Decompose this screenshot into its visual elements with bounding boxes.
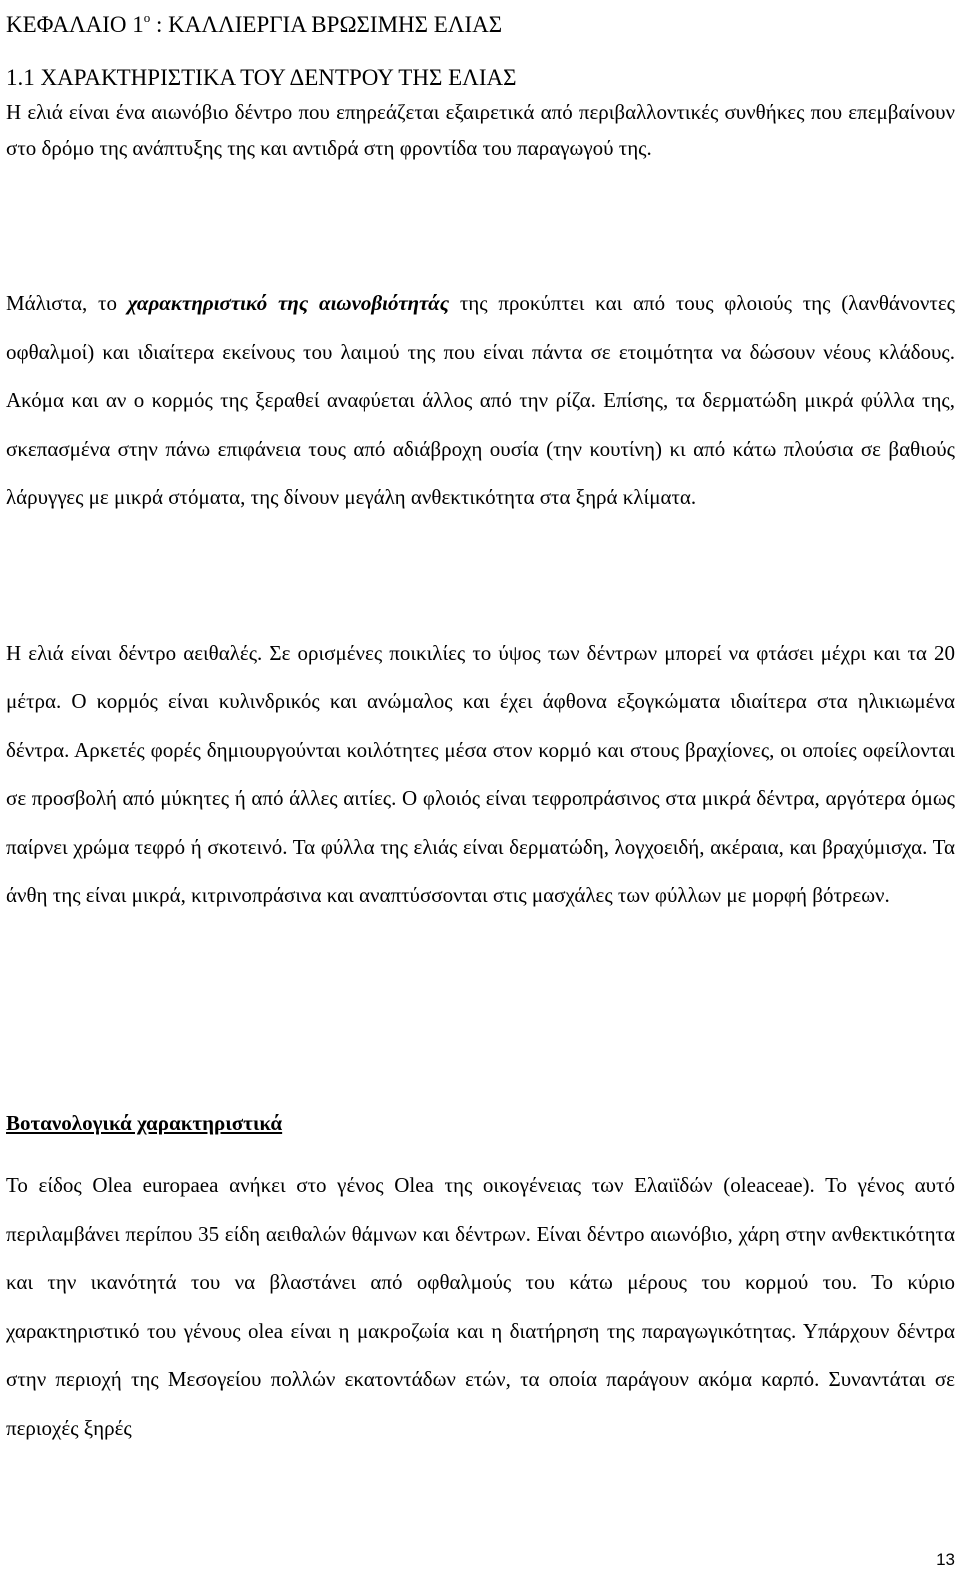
chapter-title-prefix: ΚΕΦΑΛΑΙΟ 1	[6, 12, 144, 37]
chapter-title-rest: : ΚΑΛΛΙΕΡΓΙΑ ΒΡΩΣΙΜΗΣ ΕΛΙΑΣ	[150, 12, 503, 37]
paragraph-description: Η ελιά είναι δέντρο αειθαλές. Σε ορισμένες ποικιλίες το ύψος των δέντρων μπορεί να φτάσει μέχρι και τα 20 μέτρα. Ο κορμός είναι κυλινδρικός και ανώμαλος και έχει άφθονα εξογκώματα ιδιαίτερα στα ηλικιωμένα δέντρα. Αρκετές φορές δημιουργούνται κοιλότητες μέσα στον κορμό και στους βραχίονες, οι οποίες οφείλονται σε προσβολή από μύκητες ή από άλλες αιτίες. Ο φλοιός είναι τεφροπράσινος στα μικρά δέντρα, αργότερα όμως παίρνει χρώμα τεφρό ή σκοτεινό. Τα φύλλα της ελιάς είναι δερματώδη, λογχοειδή, ακέραια, και βραχύμισχα. Τα άνθη της είναι μικρά, κιτρινοπράσινα και αναπτύσσονται στις μασχάλες των φύλλων με μορφή βότρεων.	[6, 641, 955, 908]
paragraph-botanical: Το είδος Olea europaea ανήκει στο γένος Olea της οικογένειας των Ελαιϊδών (oleaceae). Το γένος αυτό περιλαμβάνει περίπου 35 είδη αειθαλών θάμνων και δέντρων. Είναι δέντρο αιωνόβιο, χάρη στην ανθεκτικότητα και την ικανότητά του να βλαστάνει από οφθαλμούς του κάτω μέρους του κορμού του. Το κύριο χαρακτηριστικό του γένους olea είναι η μακροζωία και η διατήρηση της παραγωγικότητας. Υπάρχουν δέντρα στην περιοχή της Μεσογείου πολλών εκατοντάδων ετών, τα οποία παράγουν ακόμα καρπό. Συναντάται σε περιοχές ξηρές	[6, 1173, 955, 1440]
chapter-title	[6, 2, 502, 41]
section-title: 1.1 ΧΑΡΑΚΤΗΡΙΣΤΙΚΑ ΤΟΥ ΔΕΝΤΡΟΥ ΤΗΣ ΕΛΙΑΣ	[6, 65, 517, 90]
page-number: 13	[936, 1550, 955, 1569]
botanical-subheading: Βοτανολογικά χαρακτηριστικά	[6, 1111, 283, 1135]
paragraph-longevity-emphasis: χαρακτηριστικό της αιωνοβιότητάς	[127, 291, 450, 315]
chapter-title-superscript: ο	[143, 10, 151, 25]
paragraph-longevity-start: Μάλιστα, το	[6, 291, 128, 315]
paragraph-longevity-rest: της προκύπτει και από τους φλοιούς της (λανθάνοντες οφθαλμοί) και ιδιαίτερα εκείνους του λαιμού της που είναι πάντα σε ετοιμότητα να δώσουν νέους κλάδους. Ακόμα και αν ο κορμός της ξεραθεί αναφύεται άλλος από την ρίζα. Επίσης, τα δερματώδη μικρά φύλλα της, σκεπασμένα στην πάνω επιφάνεια τους από αδιάβροχη ουσία (την κουτίνη) κι από κάτω πλούσια σε βαθιούς λάρυγγες με μικρά στόματα, της δίνουν μεγάλη ανθεκτικότητα στα ξηρά κλίματα.	[6, 291, 955, 509]
paragraph-longevity	[6, 279, 955, 522]
paragraph-intro: Η ελιά είναι ένα αιωνόβιο δέντρο που επηρεάζεται εξαιρετικά από περιβαλλοντικές συνθήκες που επεμβαίνουν στο δρόμο της ανάπτυξης της και αντιδρά στη φροντίδα του παραγωγού της.	[6, 100, 955, 160]
